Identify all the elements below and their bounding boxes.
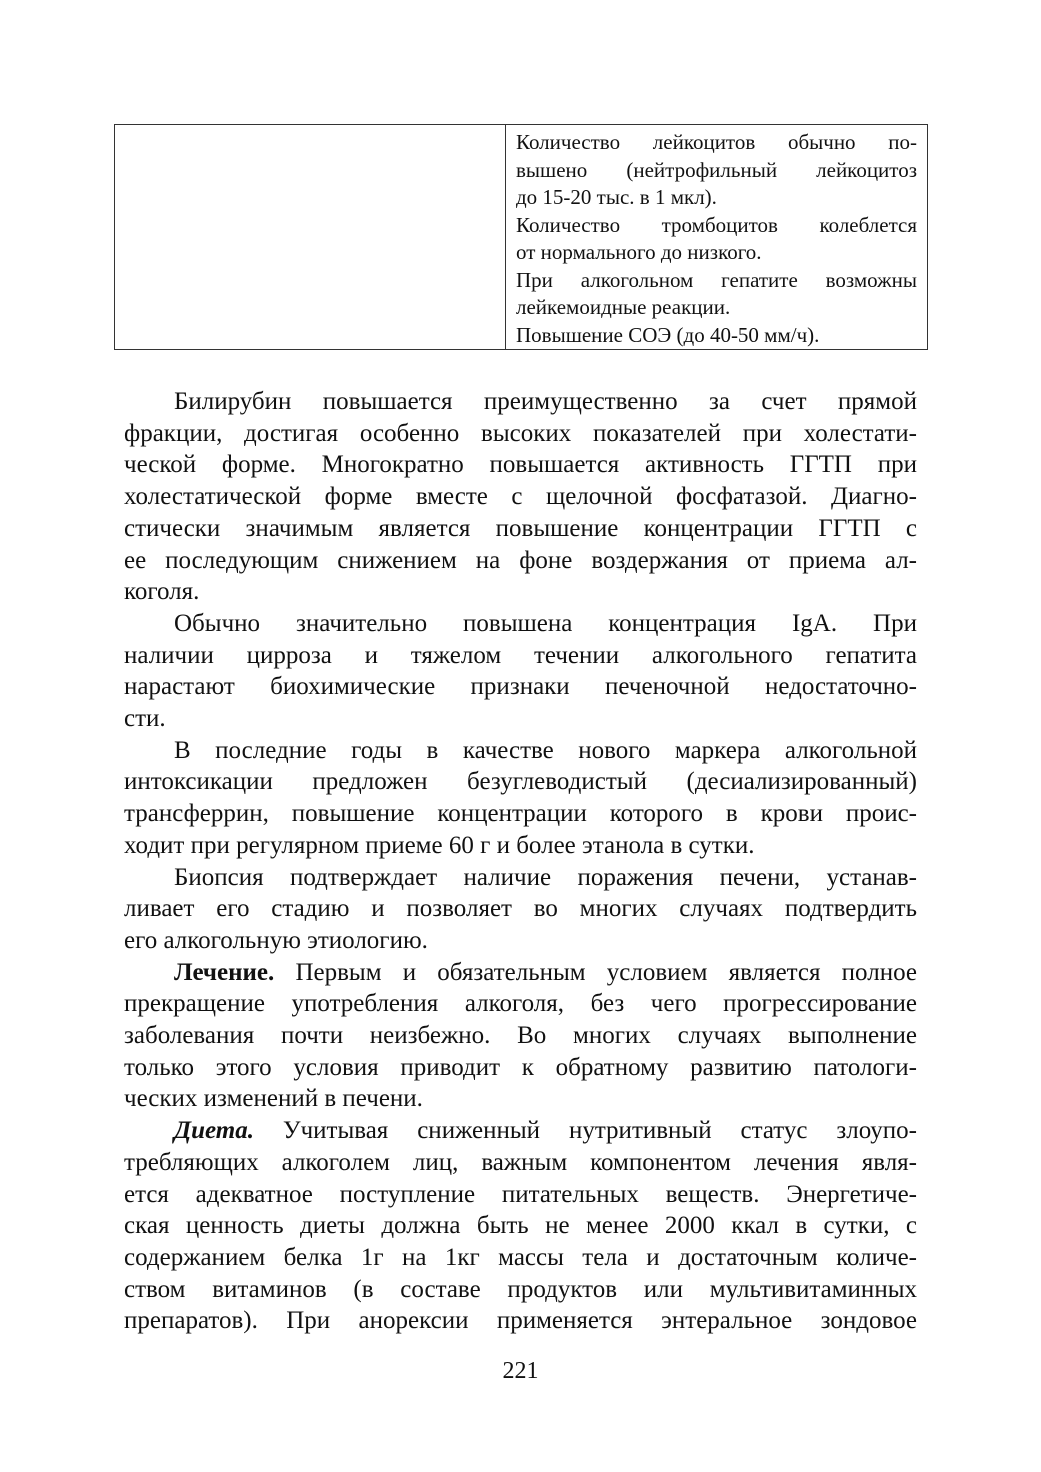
text-line: ходит при регулярном приеме 60 г и более этанола в сутки. [124,831,755,859]
main-text [124,386,917,1337]
text-line: заболевания почти неизбежно. Во многих случаях выполнение [124,1022,917,1050]
table-line: от нормального до низкого. [516,240,762,264]
table-line: При алкогольном гепатите возможны [516,267,917,292]
text-line: требляющих алкоголем лиц, важным компонентом лечения явля- [124,1148,917,1176]
text-line: ческих изменений в печени. [124,1085,423,1113]
table-cell-left [115,125,506,349]
text-line: его алкогольную этиологию. [124,926,428,954]
text-line: ская ценность диеты должна быть не менее 2000 ккал в сутки, с [124,1212,917,1240]
paragraph-transferrin [124,735,917,862]
text-line: сти. [124,705,166,733]
text-line: только этого условия приводит к обратному развитию патологи- [124,1053,917,1081]
text-line: стически значимым является повышение концентрации ГГТП с [124,514,917,542]
table-line: Количество лейкоцитов обычно по- [516,130,917,154]
text-line: Биопсия подтверждает наличие поражения печени, устанав- [174,863,917,891]
text-line: препаратов). При анорексии применяется энтеральное зондовое [124,1307,917,1335]
text-line: прекращение употребления алкоголя, без чего прогрессирование [124,990,917,1018]
text-line: трансферрин, повышение концентрации которого в крови проис- [124,800,917,828]
text-line: ческой форме. Многократно повышается активность ГГТП при [124,451,917,479]
table-line: вышено (нейтрофильный лейкоцитоз [516,157,917,182]
text-line [124,1115,917,1147]
text-line: В последние годы в качестве нового маркера алкогольной [174,736,917,764]
text-line: ее последующим снижением на фоне воздержания от приема ал- [124,546,917,574]
table-line: Количество тромбоцитов колеблется [516,212,917,237]
paragraph-iga [124,608,917,735]
page-number: 221 [502,1358,539,1384]
paragraph-treatment [124,957,917,1116]
text-line: ется адекватное поступление питательных веществ. Энергетиче- [124,1180,917,1208]
text-run: Учитывая сниженный нутритивный статус злоупо- [253,1117,917,1145]
text-line: Билирубин повышается преимущественно за счет прямой [174,388,917,415]
text-line: ством витаминов (в составе продуктов или мультивитаминных [124,1275,917,1303]
text-line: наличии цирроза и тяжелом течении алкогольного гепатита [124,641,917,669]
paragraph-biopsy [124,862,917,957]
text-line: содержанием белка 1г на 1кг массы тела и достаточным количе- [124,1243,917,1271]
text-line: ливает его стадию и позволяет во многих случаях подтвердить [124,895,917,923]
diet-heading: Диета. [174,1117,254,1145]
treatment-heading: Лечение. [174,958,275,986]
text-line: нарастают биохимические признаки печеночной недостаточно- [124,673,917,701]
table-line: до 15-20 тыс. в 1 мкл). [516,185,717,209]
lab-findings-table [114,124,928,350]
table-line: Повышение СОЭ (до 40-50 мм/ч). [516,322,820,347]
text-line: холестатической форме вместе с щелочной фосфатазой. Диагно- [124,483,917,511]
text-line: интоксикации предложен безуглеводистый (десиализированный) [124,768,917,796]
paragraph-bilirubin [124,386,917,608]
table-cell-right [506,125,927,349]
text-line [124,957,917,989]
table-line: лейкемоидные реакции. [516,295,731,319]
paragraph-diet [124,1115,917,1337]
text-line: коголя. [124,578,200,606]
text-line: Обычно значительно повышена концентрация IgA. При [174,609,917,637]
text-run: Первым и обязательным условием является полное [274,958,917,986]
text-line: фракции, достигая особенно высоких показателей при холестати- [124,419,917,447]
